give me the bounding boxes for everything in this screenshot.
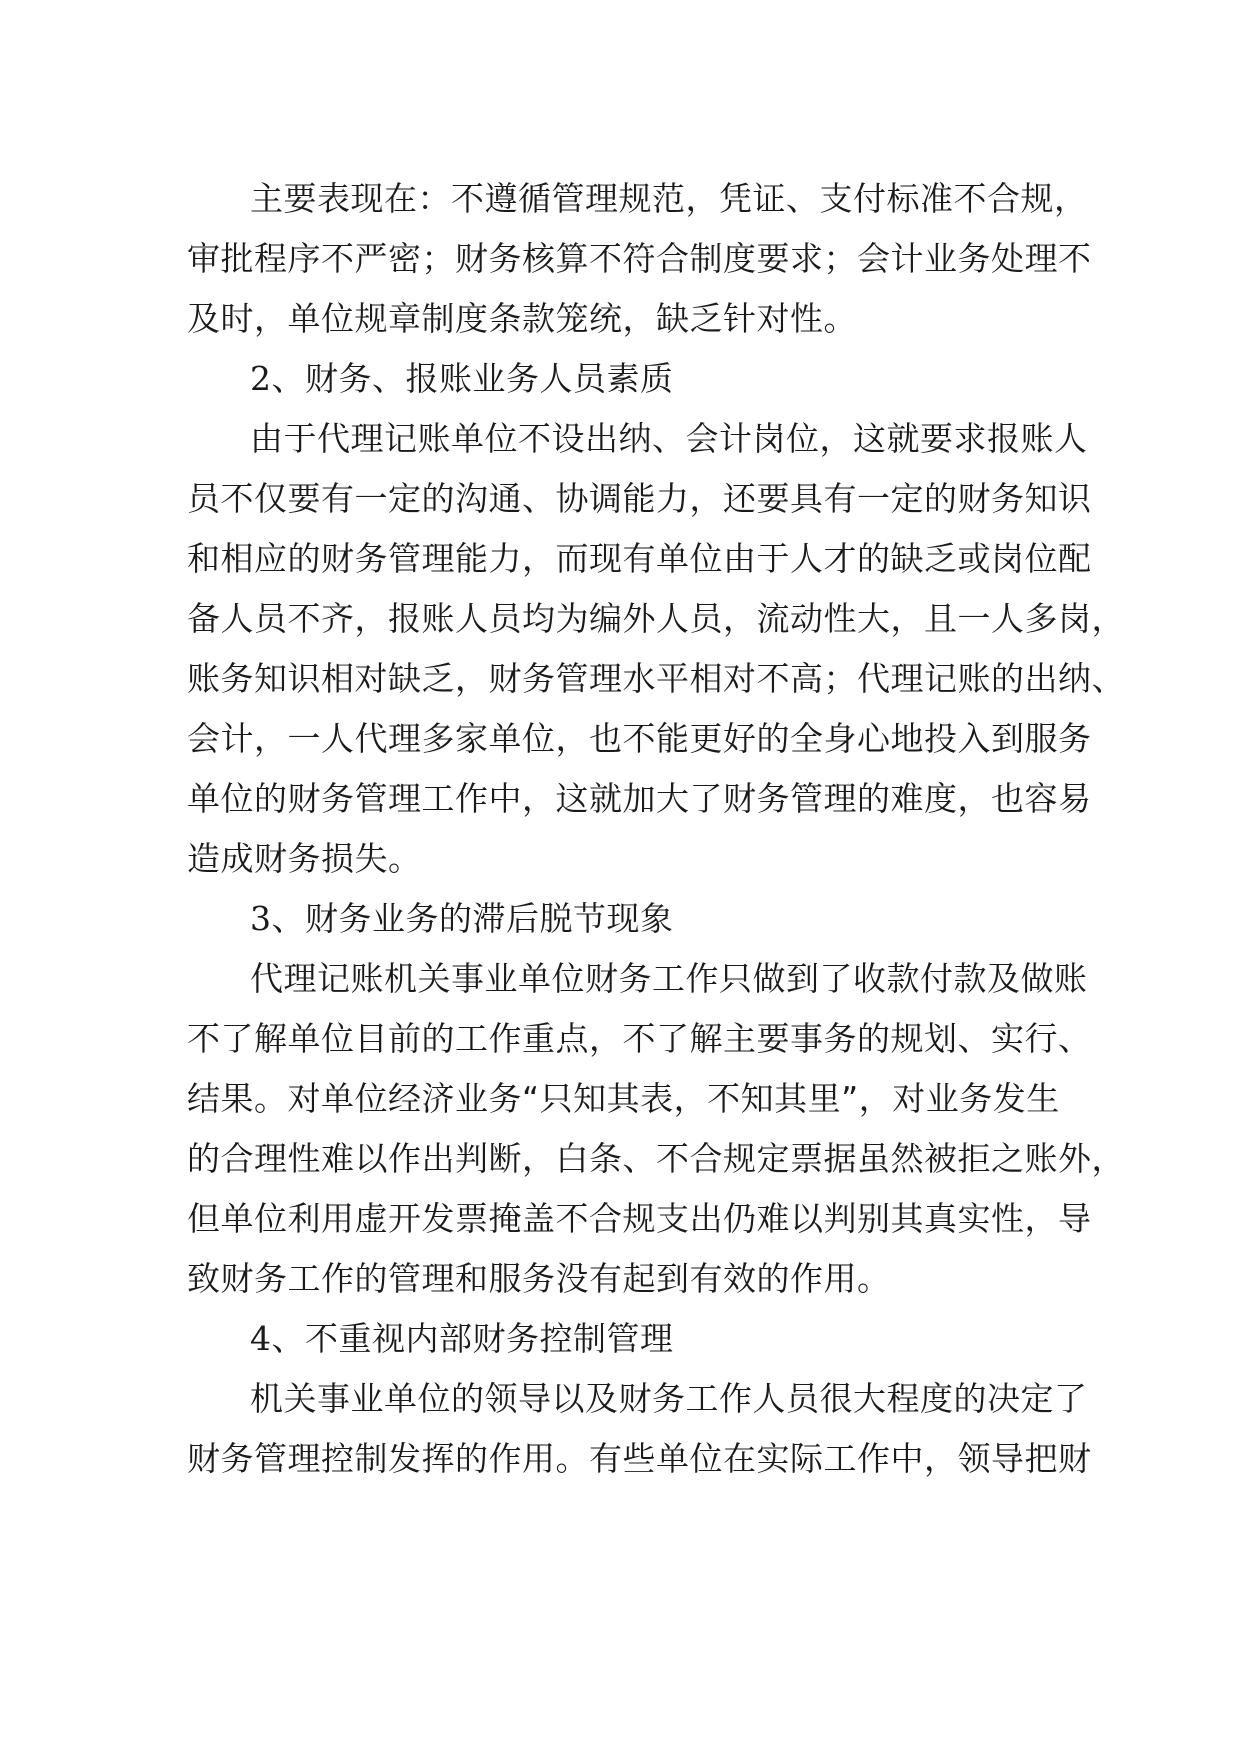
- paragraph-line: 但单位利用虚开发票掩盖不合规支出仍难以判别其真实性，导: [187, 1199, 1092, 1238]
- paragraph-line: 会计，一人代理多家单位，也不能更好的全身心地投入到服务: [187, 719, 1092, 758]
- paragraph-line: 员不仅要有一定的沟通、协调能力，还要具有一定的财务知识: [187, 479, 1092, 518]
- paragraph-line: 财务管理控制发挥的作用。有些单位在实际工作中，领导把财: [187, 1439, 1092, 1478]
- paragraph-line: 账务知识相对缺乏，财务管理水平相对不高；代理记账的出纳、: [187, 659, 1125, 698]
- paragraph-line: 的合理性难以作出判断，白条、不合规定票据虽然被拒之账外，: [187, 1139, 1125, 1178]
- paragraph-line: 结果。对单位经济业务“只知其表，不知其里”，对业务发生: [187, 1079, 1060, 1118]
- paragraph-line: 由于代理记账单位不设出纳、会计岗位，这就要求报账人: [250, 419, 1088, 458]
- paragraph-line: 审批程序不严密；财务核算不符合制度要求；会计业务处理不: [187, 239, 1092, 278]
- paragraph-line: 代理记账机关事业单位财务工作只做到了收款付款及做账: [250, 959, 1088, 998]
- paragraph-line: 机关事业单位的领导以及财务工作人员很大程度的决定了: [250, 1379, 1088, 1418]
- paragraph-line: 主要表现在：不遵循管理规范，凭证、支付标准不合规，: [250, 179, 1088, 218]
- paragraph-line: 致财务工作的管理和服务没有起到有效的作用。: [187, 1259, 891, 1298]
- section-heading: 4、不重视内部财务控制管理: [250, 1319, 674, 1358]
- paragraph-line: 及时，单位规章制度条款笼统，缺乏针对性。: [187, 299, 857, 338]
- paragraph-line: 单位的财务管理工作中，这就加大了财务管理的难度，也容易: [187, 779, 1092, 818]
- paragraph-line: 和相应的财务管理能力，而现有单位由于人才的缺乏或岗位配: [187, 539, 1092, 578]
- section-heading: 3、财务业务的滞后脱节现象: [250, 899, 674, 938]
- paragraph-line: 造成财务损失。: [187, 839, 422, 878]
- paragraph-line: 不了解单位目前的工作重点，不了解主要事务的规划、实行、: [187, 1019, 1092, 1058]
- section-heading: 2、财务、报账业务人员素质: [250, 359, 674, 398]
- paragraph-line: 备人员不齐，报账人员均为编外人员，流动性大，且一人多岗，: [187, 599, 1125, 638]
